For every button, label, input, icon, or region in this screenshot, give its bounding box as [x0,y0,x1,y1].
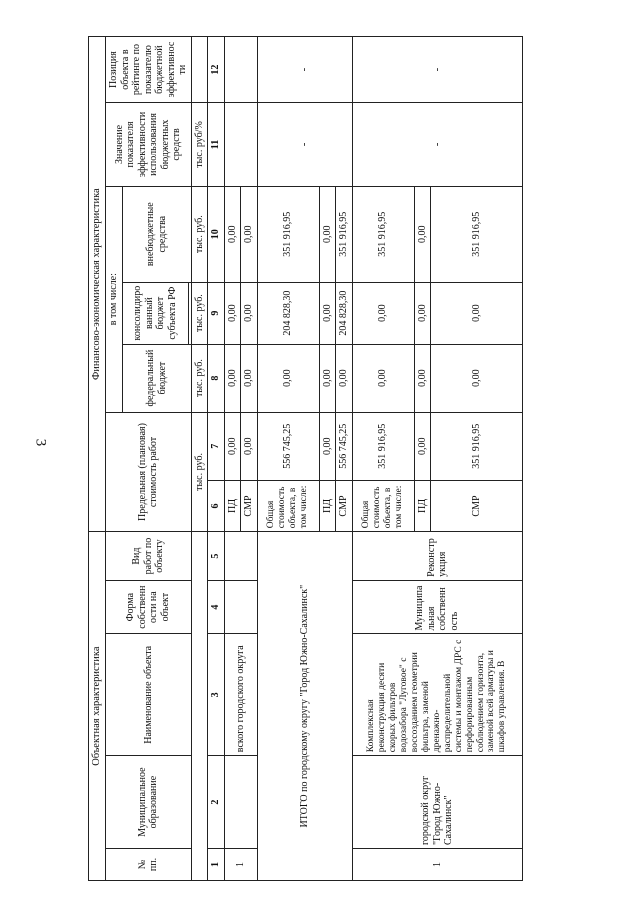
unit-federal: тыс. руб. [191,344,208,412]
column-number: 10 [208,186,225,282]
column-number: 5 [208,532,225,581]
page-number: 3 [32,438,49,447]
pd-label: ПД [224,480,241,532]
smr-extra: 0,00 [241,186,258,282]
column-number: 9 [208,282,225,344]
column-header-row [106,37,123,881]
col-header-max-cost: Предельная (плановая) стоимость работ [106,412,192,532]
pd-label: ПД [319,480,336,532]
indicator-value: - [257,103,352,187]
smr-cost: 0,00 [241,412,258,480]
pd-extra: 0,00 [414,186,431,282]
overall-federal: 0,00 [257,344,319,412]
position-value: - [257,37,352,103]
column-number: 11 [208,103,225,187]
smr-federal: 0,00 [431,344,523,412]
pd-cost: 0,00 [414,412,431,480]
smr-regional: 0,00 [241,282,258,344]
col-header-indicator: Значение показателя эффективности использования бюджетных средств [106,103,192,187]
row-number: 1 [352,849,523,881]
col-header-municipality: Муниципальное образование [106,756,192,849]
smr-federal: 0,00 [241,344,258,412]
col-header-in-total: в том числе: [106,186,123,412]
overall-cost: 351 916,95 [352,412,414,480]
smr-regional: 0,00 [431,282,523,344]
pd-federal: 0,00 [224,344,241,412]
pd-label: ПД [414,480,431,532]
table-row [352,37,414,881]
table-row [224,37,241,881]
rotated-page [88,36,596,881]
total-label: ИТОГО по городскому округу "Город Южно-Сахалинск" [257,532,352,881]
object-characteristics-header: Объектная характеристика [89,532,106,881]
smr-cost: 351 916,95 [431,412,523,480]
column-number: 3 [208,634,225,756]
col-header-no: № пп. [106,849,192,881]
overall-label: Общая стоимость объекта, в том числе: [352,480,414,532]
object-name: Комплексная реконструкция десяти скорых фильтров водозабора "Луговое" с воссозданием геометрии фильтра, заменой дренажно-распределительной системы и монтажом ДРС с перфорированным соблюдением горизонта, заменой всей арматуры и шкафов управления. В [352,634,523,756]
col-header-object-name: Наименование объекта [106,634,192,756]
column-number: 8 [208,344,225,412]
column-numbers-row [208,37,225,881]
ownership: Муниципальная собственность [352,580,523,634]
work-type: Реконструкция [352,532,523,581]
pd-extra: 0,00 [224,186,241,282]
pd-regional: 0,00 [319,282,336,344]
smr-federal: 0,00 [336,344,353,412]
municipality: городской округ "Город Южно-Сахалинск" [352,756,523,849]
pd-federal: 0,00 [319,344,336,412]
smr-extra: 351 916,95 [431,186,523,282]
units-row [191,37,208,881]
investment-table [88,36,523,881]
pd-regional: 0,00 [224,282,241,344]
pd-federal: 0,00 [414,344,431,412]
col-header-ownership: Форма собственности на объект [106,580,192,634]
overall-extra: 351 916,95 [352,186,414,282]
unit-max-cost: тыс. руб. [191,412,208,532]
position-value: - [352,37,523,103]
group-header-row [89,37,106,881]
column-number: 2 [208,756,225,849]
unit-indicator: тыс. руб/% [191,103,208,187]
unit-regional: тыс. руб. [191,282,208,344]
overall-extra: 351 916,95 [257,186,319,282]
pd-cost: 0,00 [224,412,241,480]
col-header-federal: федеральный бюджет [122,344,191,412]
overall-regional: 204 828,30 [257,282,319,344]
pd-extra: 0,00 [319,186,336,282]
overall-regional: 0,00 [352,282,414,344]
indicator-value: - [352,103,523,187]
overall-cost: 556 745,25 [257,412,319,480]
col-header-position: Позиция объекта в рейтинге по показателю бюджетной эффективности [106,37,192,103]
unit-extrabudget: тыс. руб. [191,186,208,282]
smr-cost: 556 745,25 [336,412,353,480]
total-row [257,37,319,881]
overall-federal: 0,00 [352,344,414,412]
column-number: 12 [208,37,225,103]
col-header-extrabudget: внебюджетные средства [122,186,191,282]
smr-label: СМР [431,480,523,532]
row-number: 1 [224,849,257,881]
smr-extra: 351 916,95 [336,186,353,282]
col-header-work-type: Вид работ по объекту [106,532,192,581]
pd-cost: 0,00 [319,412,336,480]
object-name-fragment: вского городского округа [224,634,257,756]
smr-regional: 204 828,30 [336,282,353,344]
column-number: 4 [208,580,225,634]
column-number: 7 [208,412,225,480]
smr-label: СМР [336,480,353,532]
smr-label: СМР [241,480,258,532]
overall-label: Общая стоимость объекта, в том числе: [257,480,319,532]
col-header-regional: консолидированный бюджет субъекта РФ [122,282,188,344]
pd-regional: 0,00 [414,282,431,344]
financial-characteristics-header: Финансово-экономическая характеристика [89,37,106,532]
column-number: 6 [208,480,225,532]
column-number: 1 [208,849,225,881]
